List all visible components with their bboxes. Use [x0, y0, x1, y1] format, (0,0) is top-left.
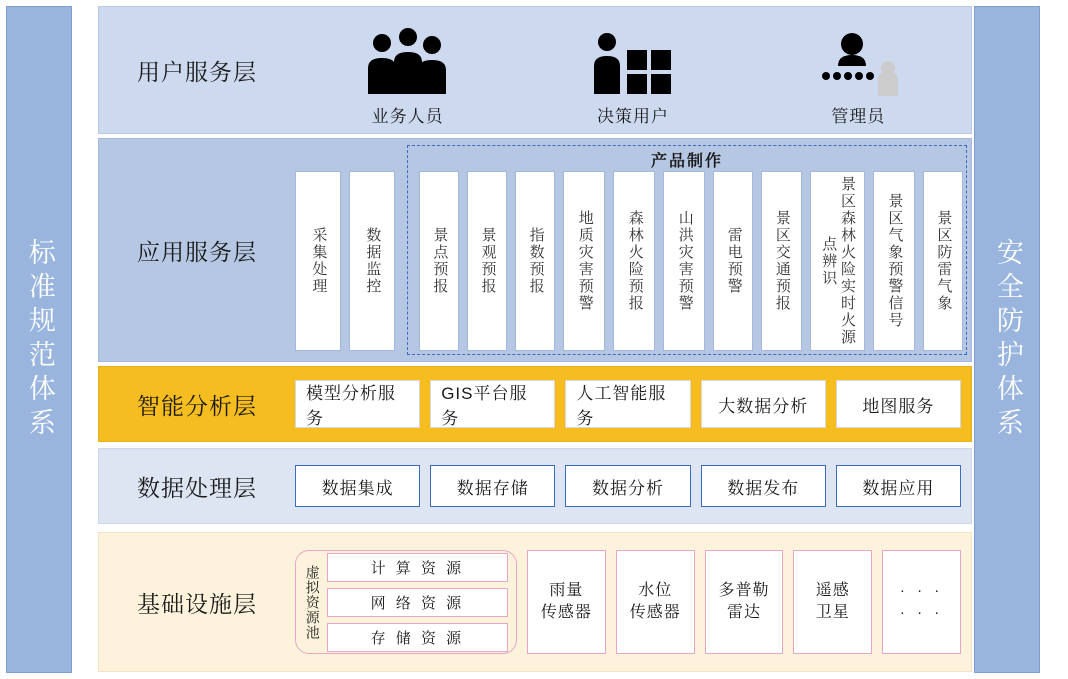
- left-vertical-bar-label: 标准规范体系: [24, 237, 55, 442]
- analysis-card-model-service[interactable]: 模型分析服务: [295, 380, 420, 428]
- more-dots-label: · · · · · ·: [899, 581, 944, 621]
- person-chart-icon: [587, 26, 679, 98]
- app-card-label: 景区交通预报: [773, 210, 791, 312]
- data-card-application[interactable]: 数据应用: [836, 465, 961, 507]
- app-card-scenic-forecast[interactable]: [419, 171, 459, 351]
- pool-item-storage[interactable]: 存 储 资 源: [327, 623, 508, 652]
- device-label: 多普勒 雷达: [718, 582, 770, 621]
- product-production-label: 产品制作: [650, 153, 723, 170]
- user-role-label: 管理员: [831, 107, 886, 126]
- app-card-label: 景观预报: [479, 227, 497, 295]
- analysis-card-bigdata[interactable]: 大数据分析: [701, 380, 826, 428]
- application-card-row: [295, 171, 963, 351]
- analysis-card-row: [295, 380, 971, 428]
- app-card-label: 雷电预警: [725, 227, 743, 295]
- layer-intelligent-analysis: [98, 366, 972, 442]
- device-label: 水位 传感器: [629, 582, 681, 621]
- device-rain-gauge[interactable]: [527, 550, 606, 654]
- layer-application-service: [98, 138, 972, 362]
- pool-item-compute[interactable]: 计 算 资 源: [327, 553, 508, 582]
- app-card-monitor[interactable]: [349, 171, 395, 351]
- app-card-label: 景区防雷气象: [935, 210, 953, 312]
- data-card-publish[interactable]: 数据发布: [701, 465, 826, 507]
- layer-data-processing: [98, 448, 972, 524]
- user-role-item: [308, 26, 508, 127]
- app-card-lightning-warning[interactable]: [713, 171, 753, 351]
- infrastructure-items: [295, 533, 971, 671]
- user-role-label: 决策用户: [596, 107, 669, 126]
- app-card-forest-fire-risk[interactable]: [613, 171, 655, 351]
- user-role-label: 业务人员: [371, 107, 444, 126]
- app-card-label: 景区森林火险实时火源点辨识: [820, 176, 857, 346]
- device-more-placeholder: [882, 550, 961, 654]
- app-card-weather-warning-signal[interactable]: [873, 171, 915, 351]
- app-card-label: 景区气象预警信号: [886, 193, 904, 329]
- app-card-label: 森林火险预报: [626, 210, 644, 312]
- data-card-integration[interactable]: 数据集成: [295, 465, 420, 507]
- right-vertical-bar-security: [974, 6, 1040, 673]
- user-role-item: [758, 26, 958, 127]
- app-card-label: 地质灾害预警: [576, 210, 594, 312]
- right-vertical-bar-label: 安全防护体系: [992, 237, 1023, 442]
- data-card-row: [295, 465, 971, 507]
- application-cards-area: [295, 139, 971, 361]
- layer-application-service-title: 应用服务层: [137, 238, 257, 265]
- virtual-resource-pool: [295, 550, 517, 654]
- data-card-analysis[interactable]: 数据分析: [565, 465, 690, 507]
- layer-user-service-title: 用户服务层: [137, 58, 257, 85]
- user-roles-group: [295, 7, 971, 133]
- app-card-traffic-forecast[interactable]: [761, 171, 801, 351]
- user-role-item: [533, 26, 733, 127]
- device-label: 遥感 卫星: [815, 582, 850, 621]
- layer-infrastructure-title: 基础设施层: [137, 590, 257, 617]
- analysis-card-gis-service[interactable]: GIS平台服务: [430, 380, 555, 428]
- app-card-index-forecast[interactable]: [515, 171, 555, 351]
- device-water-level-sensor[interactable]: [616, 550, 695, 654]
- app-card-label: 采集处理: [310, 227, 328, 295]
- data-card-storage[interactable]: 数据存储: [430, 465, 555, 507]
- device-label: 雨量 传感器: [540, 582, 592, 621]
- layer-intelligent-analysis-title: 智能分析层: [137, 392, 257, 419]
- layer-user-service: [98, 6, 972, 134]
- pool-item-network[interactable]: 网 络 资 源: [327, 588, 508, 617]
- virtual-resource-pool-label: 虚拟资源池: [304, 564, 321, 640]
- app-card-flash-flood[interactable]: [663, 171, 705, 351]
- device-doppler-radar[interactable]: [705, 550, 784, 654]
- virtual-resource-pool-items: [327, 553, 508, 652]
- layer-infrastructure: [98, 532, 972, 672]
- app-card-label: 数据监控: [364, 227, 382, 295]
- app-card-label: 指数预报: [527, 227, 545, 295]
- app-card-fire-source-identification[interactable]: [810, 171, 865, 351]
- app-card-geological-hazard[interactable]: [563, 171, 605, 351]
- app-card-collect[interactable]: [295, 171, 341, 351]
- app-card-label: 山洪灾害预警: [676, 210, 694, 312]
- app-card-lightning-protection[interactable]: [923, 171, 963, 351]
- app-card-landscape-forecast[interactable]: [467, 171, 507, 351]
- device-remote-sensing-satellite[interactable]: [793, 550, 872, 654]
- layer-data-processing-title: 数据处理层: [137, 474, 257, 501]
- analysis-card-map-service[interactable]: 地图服务: [836, 380, 961, 428]
- left-vertical-bar-standards: [6, 6, 72, 673]
- app-card-label: 景点预报: [431, 227, 449, 295]
- analysis-card-ai-service[interactable]: 人工智能服务: [565, 380, 690, 428]
- admin-network-icon: [812, 26, 904, 98]
- group-people-icon: [362, 26, 454, 98]
